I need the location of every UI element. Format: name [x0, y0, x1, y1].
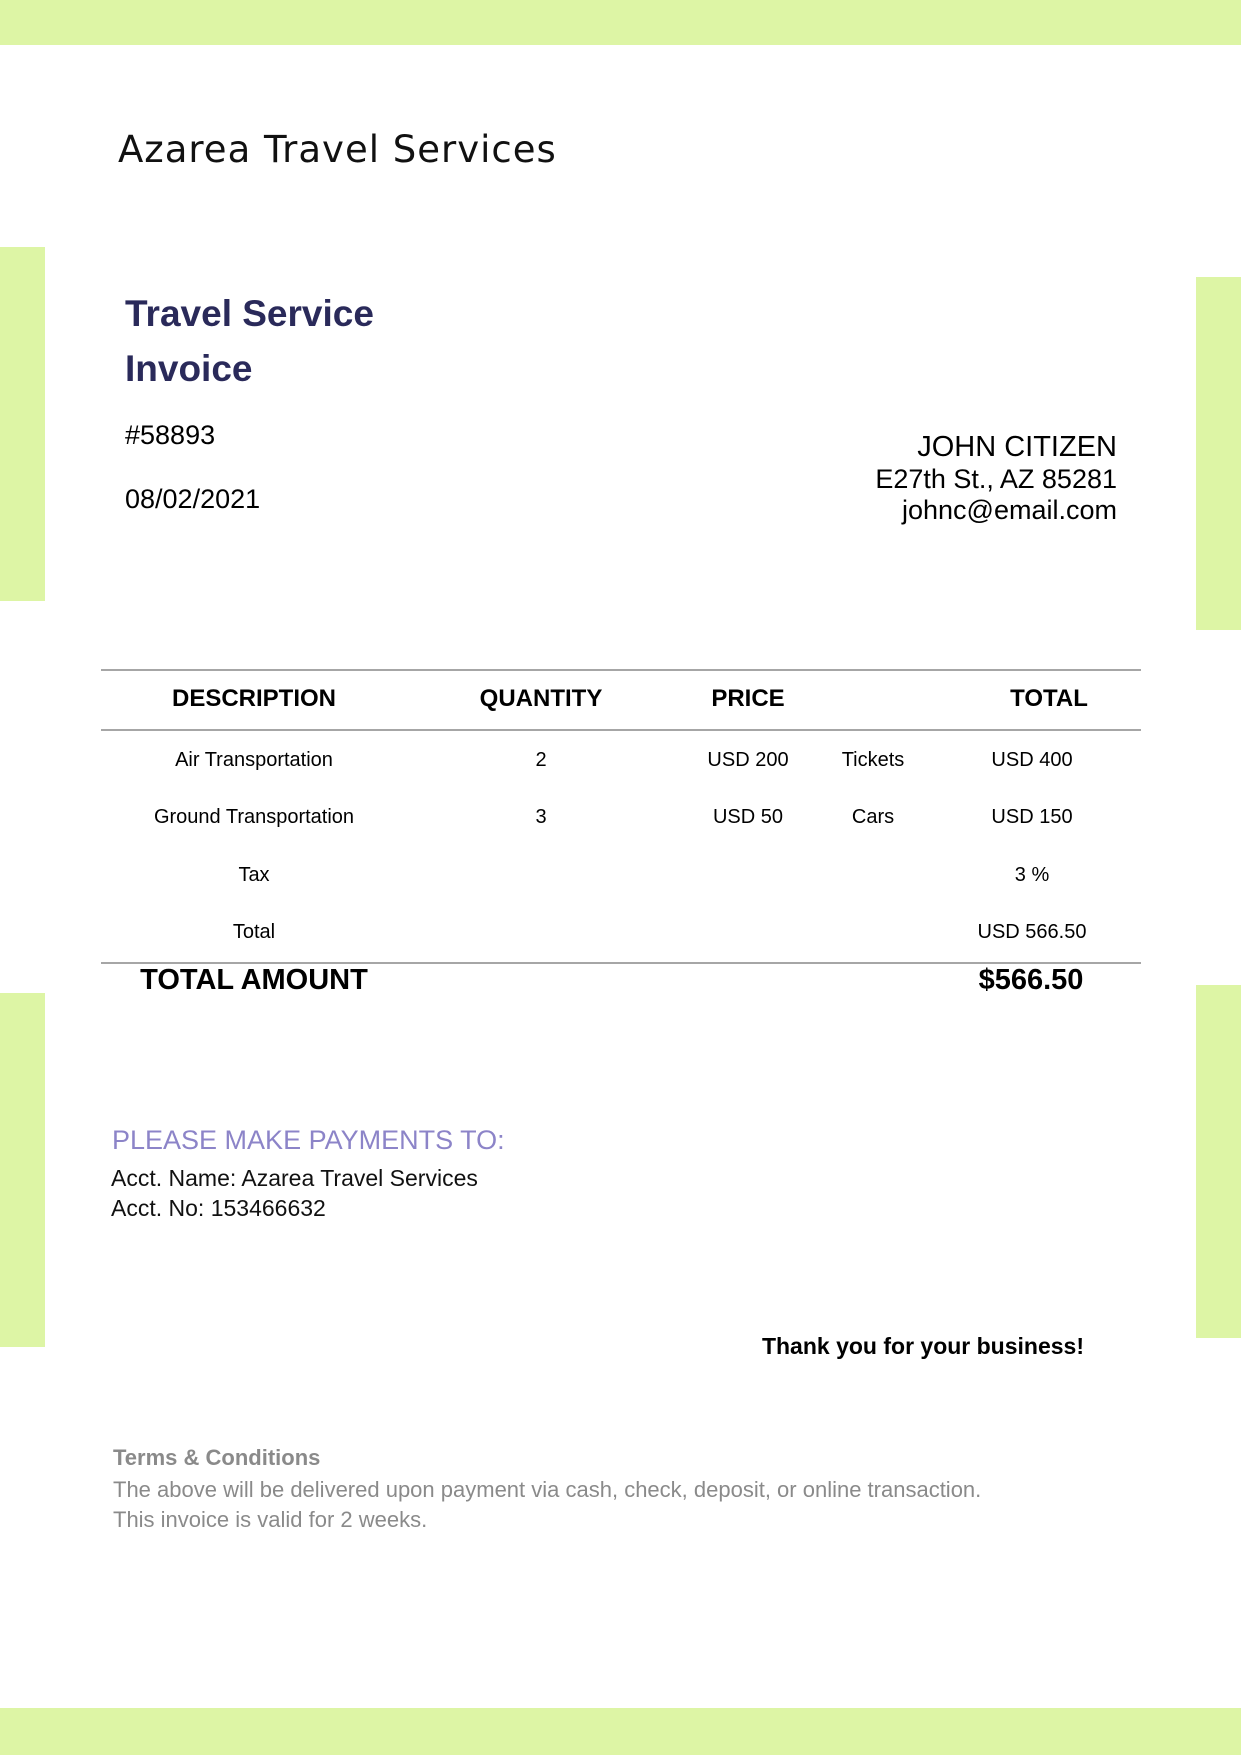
- row-quantity: 2: [535, 749, 547, 771]
- row-price: USD 200: [707, 749, 789, 771]
- invoice-date: 08/02/2021: [125, 484, 261, 514]
- row-description: Total: [232, 921, 276, 943]
- total-amount-value: $566.50: [978, 964, 1084, 996]
- row-total: USD 566.50: [977, 921, 1087, 943]
- row-total: USD 400: [991, 749, 1073, 771]
- document-title-line2: Invoice: [125, 348, 253, 389]
- top-band: [0, 0, 1241, 45]
- header-total: TOTAL: [1010, 685, 1088, 712]
- company-name: Azarea Travel Services: [118, 128, 557, 171]
- bottom-band: [0, 1708, 1241, 1755]
- table-header-rule: [101, 729, 1141, 731]
- row-unit: Tickets: [841, 749, 905, 771]
- account-name: Acct. Name: Azarea Travel Services: [111, 1165, 478, 1191]
- total-amount-label: TOTAL AMOUNT: [140, 964, 368, 996]
- row-total: USD 150: [991, 806, 1073, 828]
- customer-address: E27th St., AZ 85281: [875, 464, 1117, 494]
- document-title: [125, 286, 374, 396]
- thank-you-note: Thank you for your business!: [761, 1333, 1084, 1359]
- customer-block: [875, 430, 1117, 526]
- customer-email[interactable]: johnc@email.com: [902, 495, 1117, 525]
- customer-name: JOHN CITIZEN: [917, 431, 1117, 463]
- header-description: DESCRIPTION: [171, 685, 337, 712]
- row-unit: Cars: [851, 806, 895, 828]
- left-band-upper: [0, 247, 45, 601]
- right-band-lower: [1196, 985, 1241, 1338]
- row-description: Ground Transportation: [153, 806, 355, 828]
- invoice-number: #58893: [125, 420, 216, 450]
- terms-line-2: This invoice is valid for 2 weeks.: [113, 1507, 428, 1532]
- right-band-upper: [1196, 277, 1241, 630]
- terms-line-1: The above will be delivered upon payment via cash, check, deposit, or online transaction.: [113, 1477, 982, 1502]
- row-total: 3 %: [1014, 864, 1050, 886]
- row-description: Air Transportation: [175, 749, 333, 771]
- row-price: USD 50: [712, 806, 784, 828]
- payment-heading: PLEASE MAKE PAYMENTS TO:: [112, 1125, 505, 1155]
- terms-heading: Terms & Conditions: [113, 1445, 321, 1470]
- document-title-line1: Travel Service: [125, 293, 374, 334]
- account-number: Acct. No: 153466632: [111, 1195, 326, 1221]
- left-band-lower: [0, 993, 45, 1347]
- row-quantity: 3: [535, 806, 547, 828]
- header-price: PRICE: [711, 685, 785, 712]
- row-description: Tax: [238, 864, 270, 886]
- header-quantity: QUANTITY: [479, 685, 603, 712]
- table-top-rule: [101, 669, 1141, 671]
